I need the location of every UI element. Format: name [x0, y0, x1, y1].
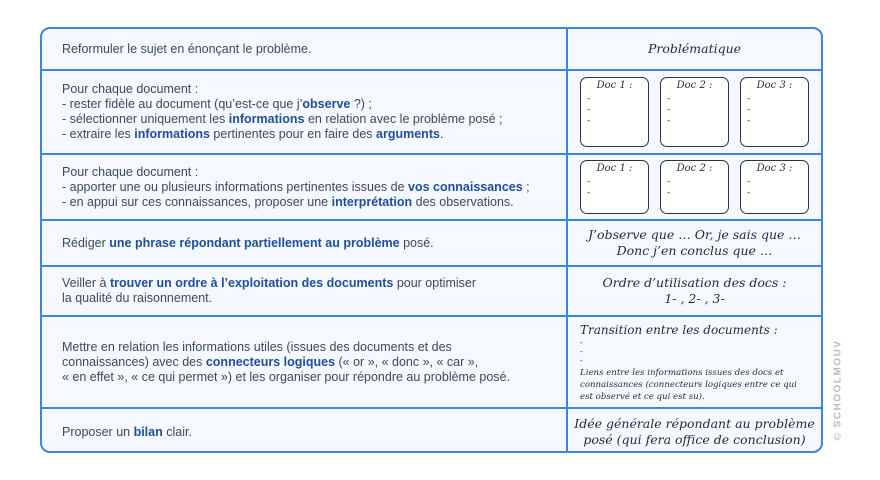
dash: -: [587, 105, 591, 115]
dash: -: [580, 355, 583, 365]
instruction-text: - sélectionner uniquement les: [62, 112, 229, 126]
transition-note: est observé et ce qui est su).: [580, 391, 705, 402]
row-instruction: [42, 221, 568, 265]
instruction-text: ?) ;: [350, 97, 372, 111]
dash: -: [747, 116, 751, 126]
instruction-text: pour optimiser: [393, 276, 477, 290]
instruction-text: clair.: [162, 424, 192, 439]
instruction-text: ;: [522, 179, 530, 194]
instruction-text: la qualité du raisonnement.: [62, 291, 213, 305]
dash: -: [747, 105, 751, 115]
transition-note: Liens entre les informations issues des docs et: [580, 367, 784, 378]
instruction-text: Proposer un: [62, 424, 134, 439]
doc-label: Doc 1 :: [596, 80, 633, 91]
doc-box: [580, 160, 649, 214]
dash: -: [587, 116, 591, 126]
row-instruction: [42, 317, 568, 407]
instruction-text: (« or », « donc », « car »,: [335, 354, 479, 369]
instruction-text: Pour chaque document :: [62, 164, 199, 179]
schoolmouv-watermark: [828, 330, 848, 450]
dash: -: [667, 94, 671, 104]
row-instruction: [42, 267, 568, 315]
watermark-text: © SCHOOLMOUV: [832, 339, 844, 441]
transition-title: Transition entre les documents :: [580, 322, 778, 337]
expected-text: Idée générale répondant au problème: [574, 416, 815, 431]
instruction-text: « en effet », « ce qui permet ») et les organiser pour répondre au problème posé.: [62, 369, 510, 384]
table-row: [42, 71, 821, 155]
keyword: connecteurs logiques: [205, 354, 336, 369]
expected-text: 1- , 2- , 3-: [664, 291, 725, 306]
table-row: [42, 317, 821, 409]
expected-text: Problématique: [647, 41, 742, 56]
instruction-text: pertinentes pour en faire des: [209, 127, 377, 141]
dash: -: [587, 94, 591, 104]
dash: -: [587, 188, 591, 198]
methodology-table: [40, 27, 823, 453]
dash: -: [580, 337, 583, 347]
dash: -: [580, 346, 583, 356]
row-expected: [568, 71, 821, 153]
doc-box: [740, 77, 809, 147]
keyword: arguments: [376, 127, 440, 141]
keyword: informations: [228, 112, 305, 126]
doc-box: [580, 77, 649, 147]
doc-box: [740, 160, 809, 214]
row-expected: [568, 267, 821, 315]
doc-label: Doc 2 :: [676, 163, 713, 174]
transition-note: connaissances (connecteurs logiques entre ce qui: [580, 379, 797, 390]
row-instruction: [42, 29, 568, 69]
keyword: une phrase répondant partiellement au problème: [109, 235, 400, 250]
keyword: bilan: [133, 424, 163, 439]
expected-text: Donc j’en conclus que …: [616, 243, 773, 258]
instruction-text: .: [439, 127, 444, 141]
instruction-text: - rester fidèle au document (qu’est-ce que j’: [62, 97, 303, 111]
row-instruction: [42, 155, 568, 219]
row-expected: [568, 29, 821, 69]
row-expected: [568, 409, 821, 453]
dash: -: [747, 188, 751, 198]
row-expected: [568, 155, 821, 219]
instruction-text: des observations.: [412, 194, 514, 209]
doc-box: [660, 77, 729, 147]
row-instruction: [42, 409, 568, 453]
row-instruction: [42, 71, 568, 153]
expected-text: posé (qui fera office de conclusion): [583, 432, 806, 447]
dash: -: [667, 105, 671, 115]
instruction-text: Mettre en relation les informations utiles (issues des documents et des: [62, 339, 452, 354]
keyword: informations: [134, 127, 210, 141]
instruction-text: Rédiger: [62, 235, 110, 250]
row-expected: [568, 317, 821, 407]
dash: -: [667, 177, 671, 187]
instruction-text: Veiller à: [62, 276, 110, 290]
row-expected: [568, 221, 821, 265]
expected-text: J’observe que … Or, je sais que …: [588, 227, 801, 242]
instruction-text: - extraire les: [62, 127, 135, 141]
dash: -: [587, 177, 591, 187]
keyword: vos connaissances: [408, 179, 523, 194]
dash: -: [747, 94, 751, 104]
dash: -: [667, 116, 671, 126]
doc-label: Doc 1 :: [596, 163, 633, 174]
doc-box: [660, 160, 729, 214]
instruction-text: Reformuler le sujet en énonçant le problème.: [62, 41, 312, 56]
table-row: [42, 221, 821, 267]
instruction-text: - en appui sur ces connaissances, proposer une: [62, 194, 332, 209]
dash: -: [667, 188, 671, 198]
doc-label: Doc 2 :: [676, 80, 713, 91]
keyword: trouver un ordre à l’exploitation des documents: [109, 276, 394, 290]
instruction-text: en relation avec le problème posé ;: [304, 112, 503, 126]
instruction-text: connaissances) avec des: [62, 354, 206, 369]
table-row: [42, 409, 821, 453]
table-row: [42, 267, 821, 317]
transition-block: [568, 322, 821, 403]
instruction-text: posé.: [399, 235, 434, 250]
dash: -: [747, 177, 751, 187]
instruction-text: Pour chaque document :: [62, 82, 199, 96]
doc-label: Doc 3 :: [756, 80, 793, 91]
keyword: interprétation: [331, 194, 413, 209]
expected-text: Ordre d’utilisation des docs :: [602, 275, 787, 290]
instruction-text: - apporter une ou plusieurs informations pertinentes issues de: [62, 179, 409, 194]
keyword: observe: [302, 97, 351, 111]
table-row: [42, 29, 821, 71]
doc-label: Doc 3 :: [756, 163, 793, 174]
table-row: [42, 155, 821, 221]
